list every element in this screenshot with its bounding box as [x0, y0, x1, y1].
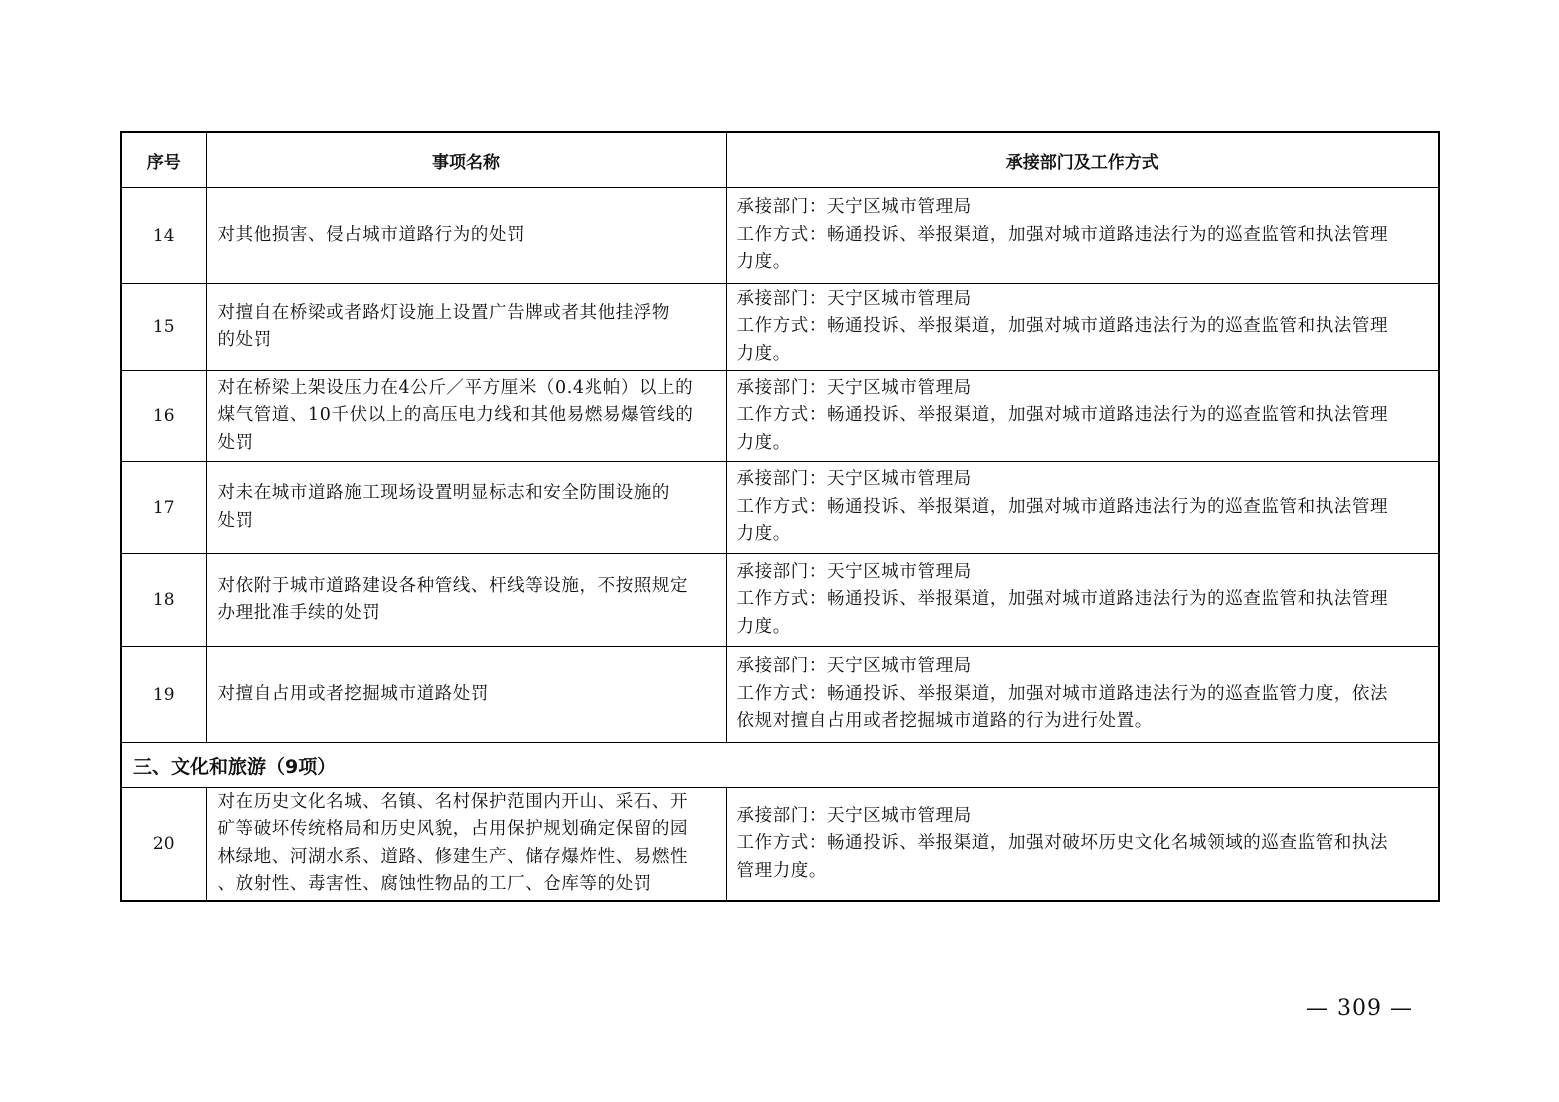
row-seq: 19	[121, 647, 206, 743]
dept-line: 承接部门：天宁区城市管理局	[736, 805, 972, 826]
dept-line: 力度。	[736, 252, 791, 273]
table-row	[121, 788, 1439, 901]
dept-line: 力度。	[736, 616, 791, 637]
table-row	[121, 371, 1439, 462]
row-seq: 15	[121, 284, 206, 371]
dept-line: 承接部门：天宁区城市管理局	[736, 469, 972, 490]
section-row	[121, 743, 1439, 788]
dept-line: 工作方式：畅通投诉、举报渠道，加强对城市道路违法行为的巡查监管和执法管理	[736, 224, 1389, 245]
document-table	[120, 131, 1440, 902]
item-line: 处罚	[217, 510, 254, 531]
row-item-name	[206, 647, 726, 743]
page-number: — 309 —	[1306, 996, 1413, 1021]
dept-line: 承接部门：天宁区城市管理局	[736, 656, 972, 677]
dept-line: 力度。	[736, 343, 791, 364]
row-item-name	[206, 284, 726, 371]
dept-line: 力度。	[736, 432, 791, 453]
dept-line: 工作方式：畅通投诉、举报渠道，加强对城市道路违法行为的巡查监管力度，依法	[736, 683, 1389, 704]
row-seq: 18	[121, 554, 206, 647]
row-dept-method	[726, 371, 1439, 462]
dept-line: 承接部门：天宁区城市管理局	[736, 197, 972, 218]
item-line: 对其他损害、侵占城市道路行为的处罚	[217, 224, 526, 245]
dept-line: 工作方式：畅通投诉、举报渠道，加强对城市道路违法行为的巡查监管和执法管理	[736, 405, 1389, 426]
item-line: 、放射性、毒害性、腐蚀性物品的工厂、仓库等的处罚	[217, 874, 652, 895]
row-seq: 17	[121, 462, 206, 554]
row-seq: 16	[121, 371, 206, 462]
dept-line: 工作方式：畅通投诉、举报渠道，加强对破坏历史文化名城领域的巡查监管和执法	[736, 833, 1389, 853]
row-dept-method	[726, 188, 1439, 284]
row-item-name	[206, 554, 726, 647]
item-line: 对在历史文化名城、名镇、名村保护范围内开山、采石、开	[217, 791, 689, 812]
item-line: 对在桥梁上架设压力在4公斤／平方厘米（0.4兆帕）以上的	[217, 377, 694, 398]
dept-line: 管理力度。	[736, 860, 827, 881]
dept-line: 工作方式：畅通投诉、举报渠道，加强对城市道路违法行为的巡查监管和执法管理	[736, 496, 1389, 517]
table-header-row	[121, 132, 1439, 188]
dept-line: 工作方式：畅通投诉、举报渠道，加强对城市道路违法行为的巡查监管和执法管理	[736, 316, 1389, 337]
item-line: 办理批准手续的处罚	[217, 603, 381, 623]
item-line: 的处罚	[217, 330, 272, 350]
row-dept-method	[726, 647, 1439, 743]
row-seq: 20	[121, 788, 206, 901]
dept-line: 工作方式：畅通投诉、举报渠道，加强对城市道路违法行为的巡查监管和执法管理	[736, 589, 1389, 610]
row-item-name	[206, 462, 726, 554]
header-item-name: 事项名称	[206, 132, 726, 188]
row-dept-method	[726, 788, 1439, 901]
row-item-name	[206, 188, 726, 284]
row-dept-method	[726, 284, 1439, 371]
item-line: 对未在城市道路施工现场设置明显标志和安全防围设施的	[217, 483, 670, 503]
table-row	[121, 554, 1439, 647]
dept-line: 承接部门：天宁区城市管理局	[736, 288, 972, 309]
dept-line: 承接部门：天宁区城市管理局	[736, 377, 972, 398]
item-line: 对擅自在桥梁或者路灯设施上设置广告牌或者其他挂浮物	[217, 302, 670, 323]
table-row	[121, 284, 1439, 371]
item-line: 煤气管道、10千伏以上的高压电力线和其他易燃易爆管线的	[217, 405, 694, 426]
header-dept-method: 承接部门及工作方式	[726, 132, 1439, 188]
table-row	[121, 647, 1439, 743]
row-seq: 14	[121, 188, 206, 284]
dept-line: 力度。	[736, 524, 791, 545]
item-line: 矿等破坏传统格局和历史风貌，占用保护规划确定保留的园	[217, 819, 689, 840]
item-line: 林绿地、河湖水系、道路、修建生产、储存爆炸性、易燃性	[217, 846, 689, 867]
row-item-name	[206, 788, 726, 901]
item-line: 对擅自占用或者挖掘城市道路处罚	[217, 683, 489, 704]
table-row	[121, 188, 1439, 284]
section-heading: 三、文化和旅游（9项）	[121, 743, 1439, 788]
table-row	[121, 462, 1439, 554]
item-line: 对依附于城市道路建设各种管线、杆线等设施，不按照规定	[217, 575, 689, 596]
row-item-name	[206, 371, 726, 462]
row-dept-method	[726, 462, 1439, 554]
dept-line: 承接部门：天宁区城市管理局	[736, 561, 972, 582]
dept-line: 依规对擅自占用或者挖掘城市道路的行为进行处置。	[736, 711, 1153, 732]
row-dept-method	[726, 554, 1439, 647]
header-seq: 序号	[121, 132, 206, 188]
item-line: 处罚	[217, 432, 254, 453]
